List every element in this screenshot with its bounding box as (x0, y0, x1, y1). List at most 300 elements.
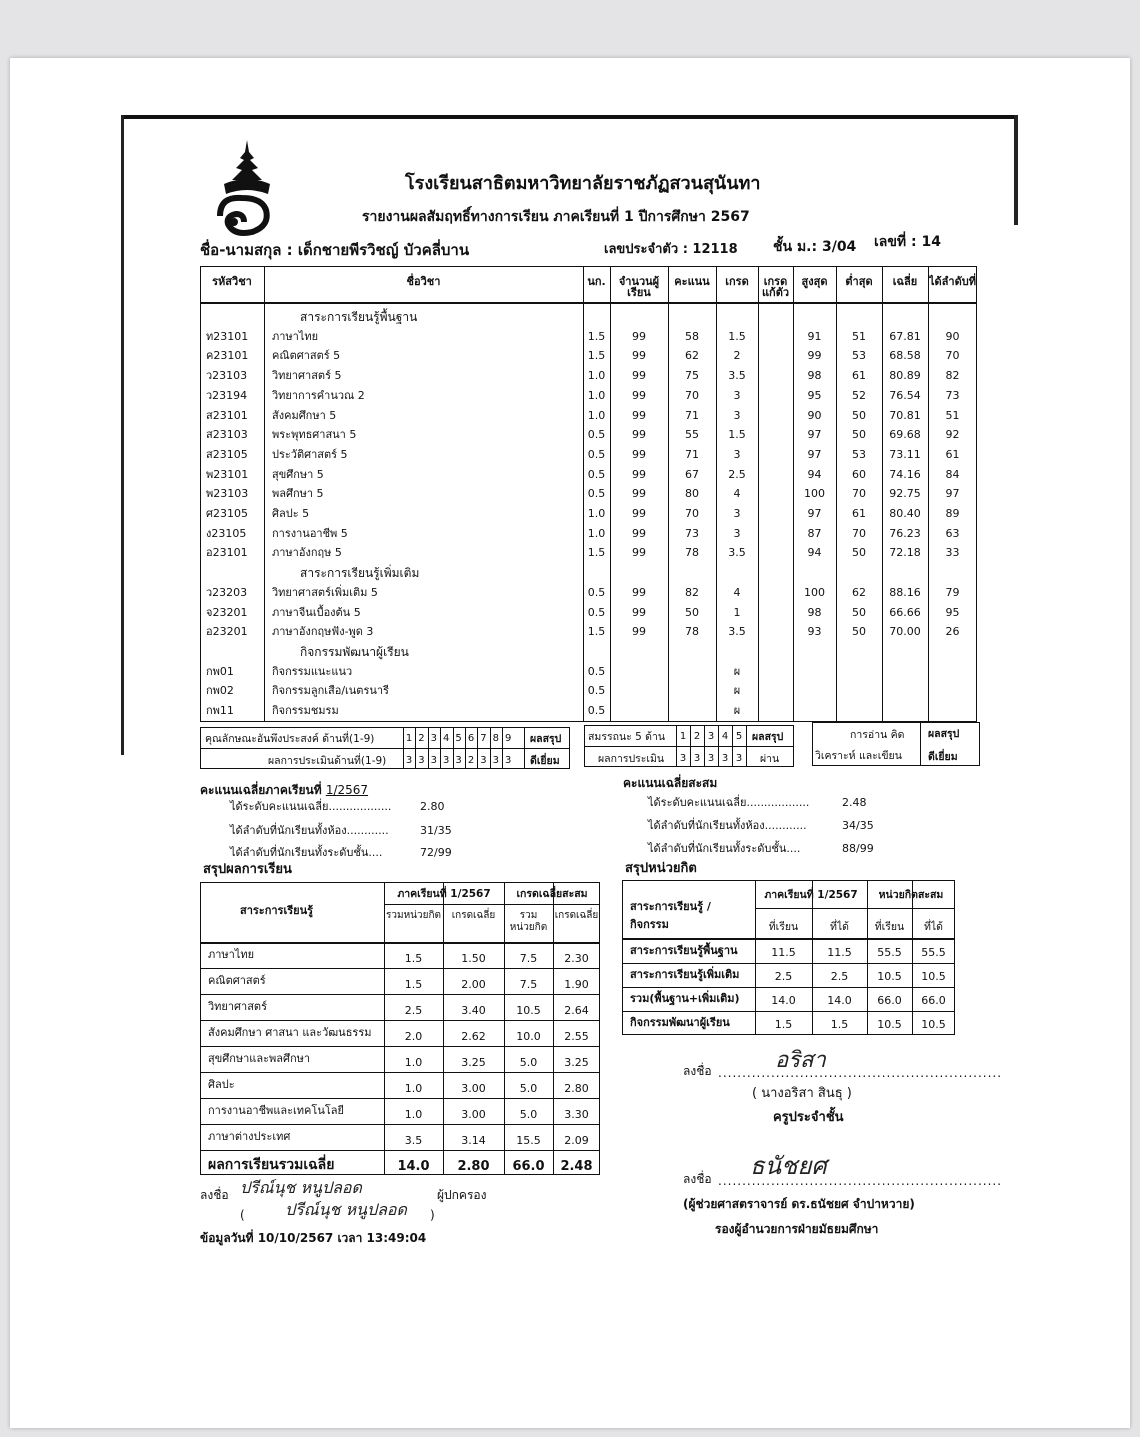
credits-sub-take: ที่เรียน (874, 921, 905, 933)
summary-g2: 3.25 (564, 1056, 589, 1069)
semester-avg-value-1: 2.80 (420, 800, 445, 813)
row-max: 90 (807, 408, 822, 422)
row-code: ส23101 (206, 408, 248, 422)
credits-title: สรุปหน่วยกิต (625, 861, 697, 876)
row-score: 78 (685, 625, 699, 639)
row-min: 52 (852, 388, 866, 402)
summary-subhead-rule (384, 904, 600, 905)
traits-result-head: ผลสรุป (530, 733, 562, 745)
row-max: 99 (807, 349, 822, 363)
col-header-max: สูงสุด (801, 275, 828, 288)
credits-c: 10.5 (877, 1018, 902, 1031)
row-code: กพ11 (206, 704, 234, 717)
row-min: 61 (852, 369, 866, 383)
row-min: 50 (852, 408, 866, 422)
competency-eval: 3 (735, 753, 743, 764)
summary-c2: 10.5 (516, 1004, 541, 1017)
row-subject: วิทยาการคำนวณ 2 (272, 388, 365, 402)
competency-result-rule (746, 725, 747, 767)
row-grade: 3 (733, 408, 741, 422)
deputy-signature: ธนัชยศ (750, 1152, 827, 1180)
row-score: 80 (685, 487, 699, 501)
trait-eval: 3 (418, 755, 425, 766)
parent-signature-print: ปรีณ์นุช หนูปลอด (285, 1200, 407, 1219)
row-code: จ23201 (206, 605, 248, 619)
credits-sub-get: ที่ได้ (829, 921, 850, 933)
row-code: ว23203 (206, 585, 248, 599)
row-credit: 0.5 (587, 467, 606, 481)
parent-paren-close: ) (430, 1208, 435, 1222)
row-students: 99 (632, 369, 646, 383)
row-max: 91 (807, 329, 822, 343)
row-subject: ประวัติศาสตร์ 5 (272, 447, 348, 461)
teacher-sign-label: ลงชื่อ (683, 1064, 712, 1078)
summary-area: สังคมศึกษา ศาสนา และวัฒนธรรม (208, 1026, 372, 1039)
row-grade: 1.5 (728, 428, 746, 442)
deputy-sign-line: ........................................................... (718, 1174, 1003, 1188)
row-score: 82 (685, 585, 699, 599)
row-code: กพ02 (206, 684, 234, 698)
row-grade: 2 (733, 349, 741, 363)
row-min: 70 (852, 526, 866, 540)
row-score: 55 (685, 428, 699, 442)
row-students: 99 (632, 546, 646, 560)
row-rank: 97 (945, 487, 960, 501)
row-code: กพ01 (206, 664, 234, 678)
teacher-sign-line: ........................................................... (718, 1066, 1003, 1080)
row-code: อ23101 (206, 546, 248, 560)
credits-b: 1.5 (830, 1018, 849, 1031)
col-header-students: จำนวนผู้เรียน (618, 275, 660, 299)
report-title: รายงานผลสัมฤทธิ์ทางการเรียน ภาคเรียนที่ 1 ปีการศึกษา 2567 (362, 209, 750, 225)
row-rank: 82 (945, 369, 960, 383)
summary-g2: 1.90 (564, 978, 589, 991)
competency-number: 5 (735, 731, 743, 742)
row-score: 71 (685, 408, 699, 422)
row-subject: วิทยาศาสตร์ 5 (272, 369, 342, 383)
credits-b: 11.5 (827, 946, 852, 959)
summary-col-rule (384, 882, 385, 1175)
competency-eval: 3 (679, 753, 687, 764)
row-code: ว23194 (206, 388, 248, 402)
row-students: 99 (632, 507, 646, 520)
row-score: 78 (685, 546, 699, 560)
row-rank: 70 (945, 349, 960, 363)
summary-c1: 1.0 (404, 1108, 423, 1121)
row-credit: 0.5 (587, 428, 606, 442)
credits-area: กิจกรรมพัฒนาผู้เรียน (630, 1016, 730, 1029)
summary-area: ภาษาไทย (208, 948, 255, 961)
row-code: ท23101 (206, 329, 249, 343)
row-grade: 3 (733, 507, 741, 520)
summary-row-rule (200, 1098, 600, 1099)
deputy-name: (ผู้ช่วยศาสตราจารย์ ดร.ธนัชยศ จำปาหวาย) (683, 1197, 915, 1211)
row-credit: 1.0 (587, 388, 606, 402)
trait-number: 6 (467, 733, 475, 744)
row-students: 99 (632, 487, 646, 501)
summary-g1: 2.62 (461, 1030, 486, 1043)
col-header-rank: ได้ลำดับที่ (929, 275, 976, 288)
col-header-min: ต่ำสุด (845, 275, 873, 288)
trait-number: 9 (505, 733, 512, 744)
row-code: พ23103 (206, 487, 249, 501)
row-subject: ศิลปะ 5 (272, 507, 310, 520)
reading-result-head: ผลสรุป (928, 728, 960, 740)
row-grade: 3 (733, 526, 741, 540)
section-heading: สาระการเรียนรู้พื้นฐาน (300, 310, 418, 324)
col-header-fixed: เกรดแก้ตัว (761, 275, 790, 299)
credits-row-rule (622, 963, 955, 964)
summary-c2: 7.5 (519, 978, 538, 991)
row-credit: 1.0 (587, 408, 606, 422)
summary-c2: 7.5 (519, 952, 538, 965)
row-code: ส23105 (206, 447, 248, 461)
row-credit: 0.5 (587, 447, 606, 461)
summary-g1: 3.40 (461, 1004, 486, 1017)
summary-row-rule (200, 968, 600, 969)
row-grade: 3.5 (728, 369, 746, 383)
semester-avg-label-2: ได้ลำดับที่นักเรียนทั้งห้อง............ (230, 824, 389, 837)
row-min: 50 (852, 546, 866, 560)
summary-c1: 3.5 (404, 1134, 423, 1147)
row-avg: 72.18 (889, 546, 921, 560)
row-score: 67 (685, 467, 699, 481)
credits-cum-head: หน่วยกิตสะสม (878, 889, 944, 901)
header-rule (200, 302, 977, 304)
semester-avg-value-2: 31/35 (420, 824, 452, 837)
row-subject: กิจกรรมแนะแนว (272, 664, 353, 678)
column-rule (264, 266, 265, 722)
competency-eval-label: ผลการประเมิน (598, 753, 665, 765)
summary-row-rule (200, 1150, 600, 1151)
reading-result: ดีเยี่ยม (928, 751, 958, 763)
row-rank: 84 (945, 467, 960, 481)
reading-label-1: การอ่าน คิด (850, 729, 905, 741)
scan-edge (121, 115, 1018, 119)
row-rank: 90 (945, 329, 960, 343)
row-credit: 1.5 (587, 625, 606, 639)
parent-paren-open: ( (240, 1208, 245, 1222)
row-rank: 33 (945, 546, 960, 560)
credits-d: 55.5 (921, 946, 946, 959)
row-min: 50 (852, 625, 866, 639)
row-avg: 88.16 (889, 585, 921, 599)
trait-number: 7 (480, 733, 487, 744)
credits-area: สาระการเรียนรู้เพิ่มเติม (630, 968, 740, 981)
row-rank: 26 (945, 625, 960, 639)
cumulative-avg-title: คะแนนเฉลี่ยสะสม (623, 776, 718, 790)
summary-sub-grade: เกรดเฉลี่ย (554, 910, 599, 921)
row-grade: ผ (733, 704, 741, 717)
row-rank: 73 (945, 388, 960, 402)
row-score: 70 (685, 388, 699, 402)
trait-eval: 2 (467, 755, 475, 766)
row-credit: 0.5 (587, 487, 606, 501)
summary-g1: 2.00 (461, 978, 486, 991)
summary-g1: 3.00 (461, 1082, 486, 1095)
competency-result: ผ่าน (760, 753, 780, 765)
competency-result-head: ผลสรุป (752, 731, 784, 743)
summary-area: วิทยาศาสตร์ (208, 1000, 267, 1013)
row-avg: 66.66 (889, 605, 921, 619)
summary-sub-grade: เกรดเฉลี่ย (451, 910, 496, 921)
competency-rule (584, 746, 794, 747)
row-rank: 95 (945, 605, 960, 619)
parent-signature: ปรีณ์นุช หนูปลอด (240, 1178, 362, 1197)
row-students: 99 (632, 605, 646, 619)
row-min: 53 (852, 447, 866, 461)
col-header-avg: เฉลี่ย (892, 275, 918, 288)
school-seal-icon (212, 138, 282, 238)
summary-c1: 1.0 (404, 1082, 423, 1095)
summary-g2: 3.30 (564, 1108, 589, 1121)
semester-avg-label-1: ได้ระดับคะแนนเฉลี่ย.................. (230, 800, 392, 813)
row-credit: 0.5 (587, 605, 606, 619)
trait-eval: 3 (480, 755, 487, 766)
row-grade: 4 (733, 585, 741, 599)
row-max: 98 (807, 369, 822, 383)
row-code: ค23101 (206, 349, 249, 363)
row-subject: พระพุทธศาสนา 5 (272, 428, 357, 442)
summary-cum-head: เกรดเฉลี่ยสะสม (516, 888, 588, 900)
summary-area: ศิลปะ (208, 1078, 235, 1091)
credits-c: 10.5 (877, 970, 902, 983)
competency-eval: 3 (707, 753, 715, 764)
trait-number: 5 (455, 733, 462, 744)
summary-row-rule (200, 1020, 600, 1021)
row-code: ศ23105 (206, 507, 248, 520)
traits-eval-label: ผลการประเมินด้านที่(1-9) (268, 755, 387, 767)
summary-c2: 5.0 (519, 1108, 538, 1121)
summary-g2: 2.80 (564, 1082, 589, 1095)
summary-sub-credit: รวมหน่วยกิต (509, 910, 548, 933)
row-subject: สังคมศึกษา 5 (272, 408, 337, 422)
section-heading: สาระการเรียนรู้เพิ่มเติม (300, 566, 420, 581)
credits-c: 55.5 (877, 946, 902, 959)
summary-col-rule (553, 882, 554, 1175)
credits-term-head: ภาคเรียนที่ 1/2567 (764, 889, 858, 901)
summary-row-rule (200, 1124, 600, 1125)
student-id: เลขประจำตัว : 12118 (604, 242, 738, 257)
row-score: 73 (685, 526, 699, 540)
summary-row-rule (200, 1046, 600, 1047)
credits-b: 2.5 (830, 970, 849, 983)
row-min: 62 (852, 585, 866, 599)
traits-rule (200, 748, 570, 749)
column-rule (758, 266, 759, 722)
semester-avg-label-3: ได้ลำดับที่นักเรียนทั้งระดับชั้น.... (230, 846, 383, 859)
row-subject: กิจกรรมชมรม (272, 704, 339, 717)
row-avg: 67.81 (889, 329, 921, 343)
row-grade: ผ (733, 684, 741, 698)
row-credit: 1.5 (587, 546, 606, 560)
row-subject: คณิตศาสตร์ 5 (272, 349, 341, 363)
summary-title: สรุปผลการเรียน (203, 862, 292, 877)
row-avg: 73.11 (889, 447, 921, 461)
cumulative-avg-value-1: 2.48 (842, 796, 867, 809)
summary-term-head: ภาคเรียนที่ 1/2567 (397, 888, 491, 900)
row-grade: 3.5 (728, 546, 746, 560)
row-max: 94 (807, 546, 822, 560)
row-max: 97 (807, 447, 822, 461)
row-grade: 3 (733, 388, 741, 402)
trait-eval: 3 (455, 755, 462, 766)
row-avg: 74.16 (889, 467, 921, 481)
competency-number: 4 (721, 731, 729, 742)
summary-g2: 2.64 (564, 1004, 589, 1017)
competency-number: 2 (693, 731, 701, 742)
summary-c2: 5.0 (519, 1056, 538, 1069)
cumulative-avg-value-2: 34/35 (842, 819, 874, 832)
row-score: 58 (685, 329, 699, 343)
row-credit: 1.5 (587, 349, 606, 363)
row-score: 70 (685, 507, 699, 520)
row-subject: ภาษาอังกฤษฟัง-พูด 3 (272, 625, 374, 639)
row-rank: 89 (945, 507, 960, 520)
summary-header-rule (200, 942, 600, 944)
trait-eval: 3 (405, 755, 413, 766)
teacher-signature: อริสา (775, 1048, 826, 1073)
traits-label: คุณลักษณะอันพึงประสงค์ ด้านที่(1-9) (205, 733, 375, 745)
summary-col-rule (443, 882, 444, 1175)
row-max: 87 (807, 526, 822, 540)
row-code: อ23201 (206, 625, 248, 639)
row-grade: 4 (733, 487, 741, 501)
row-rank: 61 (945, 447, 960, 461)
row-grade: 2.5 (728, 467, 746, 481)
row-code: พ23101 (206, 467, 249, 481)
row-max: 97 (807, 428, 822, 442)
row-score: 50 (685, 605, 699, 619)
summary-area: สุขศึกษาและพลศึกษา (208, 1052, 311, 1065)
row-students: 99 (632, 428, 646, 442)
cumulative-avg-label-1: ได้ระดับคะแนนเฉลี่ย.................. (648, 796, 810, 809)
row-subject: ภาษาจีนเบื้องต้น 5 (272, 605, 361, 619)
summary-c1: 1.5 (404, 978, 423, 991)
credits-sub-take: ที่เรียน (768, 921, 799, 933)
row-students: 99 (632, 447, 646, 461)
row-subject: ภาษาไทย (272, 329, 319, 343)
row-avg: 80.89 (889, 369, 921, 383)
credits-subhead-rule (755, 908, 955, 909)
row-students: 99 (632, 625, 646, 639)
row-min: 50 (852, 605, 866, 619)
scan-edge-left (121, 115, 124, 755)
row-avg: 68.58 (889, 349, 921, 363)
summary-area: ภาษาต่างประเทศ (208, 1130, 291, 1143)
summary-g2: 2.55 (564, 1030, 589, 1043)
row-avg: 80.40 (889, 507, 921, 520)
row-credit: 1.0 (587, 507, 606, 520)
credits-a: 2.5 (774, 970, 793, 983)
credits-b: 14.0 (827, 994, 852, 1007)
col-header-code: รหัสวิชา (212, 275, 252, 288)
traits-result: ดีเยี่ยม (530, 755, 560, 767)
row-max: 93 (807, 625, 822, 639)
summary-total-g2: 2.48 (560, 1159, 593, 1174)
trait-number: 2 (418, 733, 425, 744)
summary-sub-credit: รวมหน่วยกิต (385, 910, 442, 921)
summary-c1: 1.0 (404, 1056, 423, 1069)
cumulative-avg-value-3: 88/99 (842, 842, 874, 855)
row-code: ง23105 (206, 526, 247, 540)
row-students: 99 (632, 467, 646, 481)
row-grade: 1 (733, 605, 741, 619)
col-header-grade: เกรด (725, 275, 749, 288)
row-credit: 1.0 (587, 369, 606, 383)
row-avg: 92.75 (889, 487, 921, 501)
row-score: 62 (685, 349, 699, 363)
summary-g1: 1.50 (461, 952, 486, 965)
summary-g1: 3.25 (461, 1056, 486, 1069)
trait-eval: 3 (443, 755, 450, 766)
row-code: ส23103 (206, 428, 248, 442)
competency-label: สมรรถนะ 5 ด้าน (588, 731, 666, 743)
row-students: 99 (632, 388, 646, 402)
student-name: ชื่อ-นามสกุล : เด็กชายพีรวิชญ์ บัวคลี่บาน (200, 241, 470, 259)
traits-result-rule (524, 727, 525, 769)
row-max: 100 (804, 585, 825, 599)
row-min: 53 (852, 349, 866, 363)
row-max: 95 (807, 388, 822, 402)
row-rank: 63 (945, 526, 960, 540)
row-min: 70 (852, 487, 866, 501)
row-score: 71 (685, 447, 699, 461)
summary-g1: 3.14 (461, 1134, 486, 1147)
class-label: ชั้น ม.: 3/04 (773, 239, 857, 255)
row-avg: 69.68 (889, 428, 921, 442)
trait-number: 8 (492, 733, 499, 744)
row-credit: 0.5 (587, 664, 606, 678)
semester-avg-value-3: 72/99 (420, 846, 452, 859)
row-max: 94 (807, 467, 822, 481)
row-avg: 70.81 (889, 408, 921, 422)
deputy-sign-label: ลงชื่อ (683, 1172, 712, 1186)
summary-total-g1: 2.80 (457, 1159, 490, 1174)
row-students: 99 (632, 526, 646, 540)
competency-eval: 3 (693, 753, 701, 764)
row-students: 99 (632, 329, 646, 343)
credits-header-rule (622, 938, 955, 940)
row-grade: ผ (733, 664, 741, 678)
row-rank: 79 (945, 585, 960, 599)
col-header-subject: ชื่อวิชา (406, 275, 441, 288)
row-subject: พลศึกษา 5 (272, 487, 324, 501)
summary-area: การงานอาชีพและเทคโนโลยี (208, 1104, 344, 1117)
row-score: 75 (685, 369, 699, 383)
credits-a: 11.5 (771, 946, 796, 959)
summary-c2: 15.5 (516, 1134, 541, 1147)
summary-area-head: สาระการเรียนรู้ (240, 904, 313, 917)
row-min: 60 (852, 467, 866, 481)
credits-area: สาระการเรียนรู้พื้นฐาน (630, 944, 738, 957)
teacher-role: ครูประจำชั้น (773, 1110, 844, 1125)
trait-eval: 3 (430, 755, 437, 766)
credits-row-rule (622, 1011, 955, 1012)
credits-area-head: สาระการเรียนรู้ / กิจกรรม (630, 900, 711, 931)
summary-g2: 2.09 (564, 1134, 589, 1147)
row-max: 100 (804, 487, 825, 501)
summary-g2: 2.30 (564, 952, 589, 965)
teacher-name: ( นางอริสา สินธุ ) (752, 1086, 852, 1101)
col-header-credit: นก. (587, 275, 606, 288)
summary-total-label: ผลการเรียนรวมเฉลี่ย (208, 1157, 335, 1173)
credits-sub-get: ที่ได้ (923, 921, 944, 933)
row-min: 50 (852, 428, 866, 442)
summary-c1: 1.5 (404, 952, 423, 965)
row-students: 99 (632, 349, 646, 363)
row-grade: 3 (733, 447, 741, 461)
